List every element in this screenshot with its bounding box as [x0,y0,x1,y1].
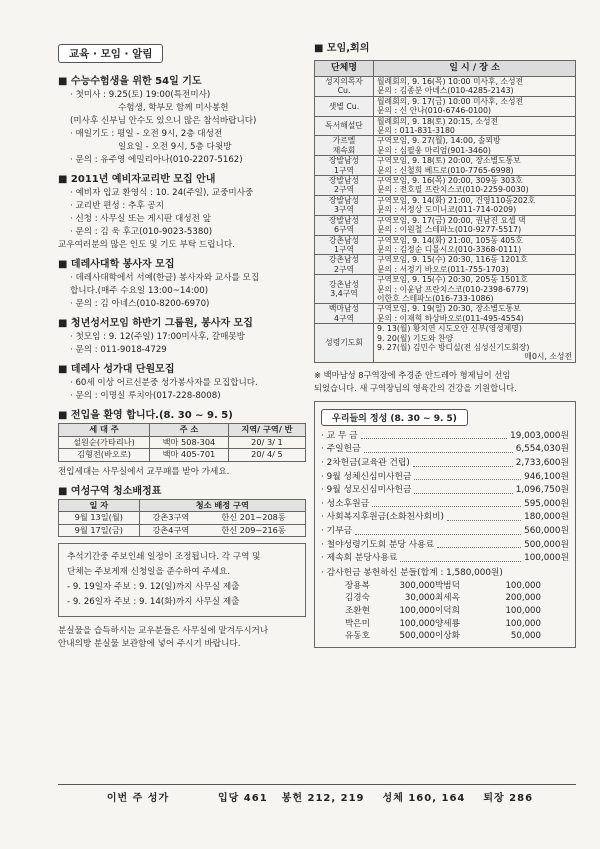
section-title: 교육 · 모임 · 알림 [58,44,163,63]
meeting-detail-line: 이한호 스테파노(016-733-1086) [377,293,494,303]
group-name-line: 샛별 Cu. [328,101,360,111]
table-header: 일 자 [59,499,140,512]
meeting-group-name [315,215,374,235]
notice-line: · 데레사대학에서 서예(한글) 봉사자와 교사를 모집 [70,273,260,283]
group-name-line: 6구역 [333,225,355,235]
exam-prayer-notice [58,75,306,167]
donor-amount: 30,000 [404,593,435,604]
meeting-details [374,304,576,324]
notice-line: · 신청 : 사무실 또는 게시판 대성전 앞 [70,214,211,224]
meeting-detail-line: 문의 : 서정기 바오로(011-755-1703) [377,264,509,274]
donation-list [321,430,569,566]
notice-line: (미사후 신부님 안수도 있으니 많은 참석바랍니다) [70,116,257,126]
leader-dots [372,498,521,508]
meeting-group-name [315,116,374,136]
meetings-title: ■ 모임,회의 [314,43,370,54]
meeting-detail-line: 9. 13(월) 황치연 시도오안 신부(영성제명) [377,324,522,334]
table-cell: 9월 13일(월) [59,512,140,525]
meeting-detail-line: 구역모임, 9. 27(월), 14:00, 솔뫼방 [377,136,501,146]
donation-label: · 성소후원금 [321,498,370,509]
table-row [315,96,576,116]
donation-label: · 제속회 분당사용료 [321,553,398,564]
notice-title: ■ 데레사 성가대 단원모집 [58,364,175,375]
meeting-details [374,235,576,255]
table-row [59,524,306,537]
donation-amount: 100,000원 [524,553,569,564]
meeting-details [374,275,576,304]
notice-line: 일요일 - 오전 9시, 5층 다윗방 [118,142,232,152]
notice-line: 안내의방 분실물 보관함에 넣어 주시기 바랍니다. [58,639,241,649]
donation-label: · 교 무 금 [321,430,358,441]
meeting-detail-line: 구역모임, 9. 16(목) 20:00, 309동 303호 [377,176,523,186]
donation-label: · 사회복지후원금(소화천사회비) [321,512,444,523]
table-header: 청소 배정 구역 [139,499,305,512]
right-column [314,40,576,648]
notice-line: · 문의 : 김 아네스(010-8200-6970) [70,299,210,309]
donor-name: 최세옥 [435,593,460,604]
catechism-notice [58,173,306,252]
donation-amount: 19,003,000원 [510,430,569,441]
table-header: 세 대 주 [59,424,150,437]
donation-row [321,430,569,444]
donation-label: · 기부금 [321,525,353,536]
table-cell: 20/ 3/ 1 [228,436,305,449]
donor-name: 박범덕 [435,580,460,591]
group-name-line: 장발남성 [328,195,360,205]
notice-title: ■ 데레사대학 봉사자 모집 [58,259,175,270]
notice-line: 전입세대는 사무실에서 교무패를 받아 가세요. [58,466,230,477]
notice-line: ※ 백마남성 8구역장에 추경준 안드레아 형제님이 선임 [314,369,511,380]
meeting-details [374,116,576,136]
donation-amount: 946,100원 [524,471,569,482]
meeting-detail-line: 문의 : 김종분 아녜스(010-4285-2143) [377,86,514,96]
table-cell: 한신 201~208동 [202,512,305,525]
meeting-detail-line: 9. 20(월) 기도와 찬양 [377,333,454,343]
table-cell: 설원순(가타리나) [59,436,150,449]
table-row [315,195,576,215]
meeting-detail-line: 구역모임, 9. 19(일) 20:30, 장소별도통보 [377,304,521,314]
notice-line: 합니다.(매주 수요일 13:00~14:00) [70,286,209,296]
table-row [315,235,576,255]
table-cell: 강촌3구역 [139,512,202,525]
notice-line: · 교리반 편성 : 추후 공지 [70,201,165,211]
donation-label: · 9월 성체신심미사헌금 [321,471,412,482]
meeting-detail-line: 월례회의, 9. 18(토) 20:15, 소성전 [377,116,499,126]
meeting-detail-line: 9. 27(월) 김민수 방디실(전 심성신기도회장) [377,342,530,352]
table-row [315,156,576,176]
thanks-title: · 감사헌금 봉헌하신 분들(합계 : 1,580,000원) [321,567,503,578]
hymn-title: 이번 주 성가 [106,793,170,804]
group-name-line: 재속회 [332,145,356,155]
group-name-line: 장발남성 [328,156,360,166]
hymn-offertory: 봉헌 212, 219 [281,793,365,804]
meeting-details [374,176,576,196]
donor-amount: 100,000 [399,618,435,629]
meeting-detail-line: 구역모임, 9. 14(화) 21:00, 105동 405호 [377,235,523,245]
group-name-line: 장발남성 [328,176,360,186]
hymn-exit: 퇴장 286 [483,793,534,804]
group-name-line: 1구역 [333,165,355,175]
donor-amount: 100,000 [505,605,541,616]
donation-row [321,525,569,539]
donation-amount: 6,554,030원 [515,444,569,455]
donor-amount: 300,000 [399,580,435,591]
meeting-detail-line: 구역모임, 9. 15(수) 20:30, 116동 1201호 [377,255,528,265]
notice-line: 분실물을 습득하시는 교우분들은 사무실에 맡겨두시거나 [58,626,269,636]
leader-dots [447,511,521,521]
donation-amount: 180,000원 [524,512,569,523]
donation-row [321,484,569,498]
donation-row [321,552,569,566]
meeting-details [374,96,576,116]
donor-name: 박은미 [345,618,370,629]
table-cell: 한신 209~216동 [202,524,305,537]
meeting-detail-line: 문의 : 이원철 스테파노(010-9277-5517) [377,225,522,235]
table-row [315,136,576,156]
table-row [315,275,576,304]
notice-line: 교우여러분의 많은 인도 및 기도 부탁 드립니다. [58,240,235,250]
donation-row [321,443,569,457]
notice-line: 단체는 주보게재 신청일을 준수하여 주세요. [67,567,231,577]
notice-line: · 문의 : 김 욱 후고(010-9023-5380) [70,227,213,237]
meeting-detail-line: 구역모임, 9. 14(화) 21:00, 건영110동202호 [377,195,536,205]
newcomers-section [58,409,306,479]
donor-amount: 200,000 [505,593,541,604]
meeting-detail-line: 구역모임, 9. 18(토) 20:00, 장소별도통보 [377,156,521,166]
meeting-group-name [315,275,374,304]
donor-name: 이상화 [435,631,460,642]
leader-dots [364,443,513,453]
notice-title: ■ 2011년 예비자교리반 모집 안내 [58,174,216,185]
table-cell: 20/ 4/ 5 [228,449,305,462]
youth-bible-notice [58,317,306,357]
donation-row [321,457,569,471]
meeting-detail-line: 월례회의, 9. 16(목) 10:00 미사후, 소성전 [377,77,524,86]
table-header: 일 시 / 장 소 [374,61,576,77]
table-row [315,176,576,196]
donor-amount: 100,000 [505,580,541,591]
meetings-table [314,60,576,363]
notice-title: ■ 청년성서모임 하반기 그룹원, 봉사자 모집 [58,318,253,329]
meeting-details [374,215,576,235]
meeting-details [374,324,576,363]
table-row [315,255,576,275]
notice-line: - 9. 19일자 주보 : 9. 12(일)까지 사무실 제출 [67,582,240,592]
notice-line: · 첫미사 : 9.25(토) 19:00(특전미사) [70,90,211,100]
meeting-group-name [315,195,374,215]
donor-name: 유동호 [345,631,370,642]
leader-dots [355,525,521,535]
table-header: 주 소 [150,424,229,437]
table-cell: 김형전(바오로) [59,449,150,462]
table-row [315,324,576,363]
donation-label: · 주일헌금 [321,444,361,455]
notice-title: ■ 전입을 환영 합니다.(8. 30 ~ 9. 5) [58,410,233,421]
notice-line: - 9. 26일자 주보 : 9. 14(화)까지 사무실 제출 [67,597,240,607]
table-cell: 강촌4구역 [139,524,202,537]
cleaning-section [58,485,306,538]
notice-line: · 예비자 입교 환영식 : 10. 24(주일), 교중미사중 [70,188,254,198]
chuseok-notice-box [58,543,306,617]
notice-line: · 문의 : 이명실 루치아(017-228-8008) [70,391,221,401]
hymn-entry: 입당 461 [218,793,268,804]
table-row [59,512,306,525]
meeting-details [374,156,576,176]
table-row [315,304,576,324]
table-cell: 백마 405-701 [150,449,229,462]
leader-dots [413,457,513,467]
leader-dots [437,539,521,549]
notice-line: 되었습니다. 새 구역장님의 영육간의 건강을 기원합니다. [314,382,517,393]
meeting-detail-line: 문의 : 심필웅 마리엄(901-3460) [377,145,491,155]
donation-row [321,511,569,525]
meeting-group-name [315,304,374,324]
group-name-line: 장발남성 [328,215,360,225]
meeting-detail-line: 문의 : 이윤남 프란치스코(010-2398-6779) [377,284,529,294]
meeting-group-name [315,324,374,363]
meeting-detail-line: 문의 : 전호필 프란치스코(010-2259-0030) [377,185,529,195]
meeting-group-name [315,77,374,97]
notice-line: · 60세 이상 어르신분중 성가봉사자를 모집합니다. [70,378,258,388]
leader-dots [414,471,521,481]
cleaning-table [58,499,306,538]
donation-amount: 2,733,600원 [515,457,569,468]
group-name-line: 3구역 [333,205,355,215]
group-name-line: 강촌남성 [328,235,360,245]
leader-dots [361,430,507,440]
table-header: 단체명 [315,61,374,77]
notice-line: · 매일기도 : 평일 - 오전 9시, 2층 대성전 [70,129,223,139]
meeting-detail-line: 매0시, 소성전 [524,352,572,362]
teresa-college-notice [58,258,306,311]
meeting-detail-line: 문의 : 신철희 베드로(010-7765-6998) [377,165,514,175]
meeting-detail-line: 문의 : 이재혁 하상바오로(011-495-4554) [377,313,524,323]
meeting-detail-line: 문의 : 서정상 도미니코(011-714-0209) [377,205,517,215]
group-name-line: 가르멜 [332,136,356,146]
donations-box [314,401,576,648]
meeting-details [374,136,576,156]
meeting-group-name [315,235,374,255]
group-name-line: 2구역 [333,264,355,274]
meeting-group-name [315,136,374,156]
meeting-detail-line: 구역모임, 9. 15(수) 20:30, 205동 1501호 [377,275,528,285]
notice-line: 수험생, 학부모 함께 미사봉헌 [118,103,229,113]
notice-title: ■ 수능수험생을 위한 54일 기도 [58,76,202,87]
table-row [315,215,576,235]
table-row [59,436,306,449]
donation-amount: 595,000원 [524,498,569,509]
donor-amount: 50,000 [510,631,541,642]
table-header: 지역/ 구역/ 반 [228,424,305,437]
donation-row [321,539,569,553]
meeting-detail-line: 문의 : 김정순 디몰시오(010-3368-0111) [377,244,522,254]
group-name-line: 1구역 [333,244,355,254]
donation-row [321,498,569,512]
meeting-details [374,77,576,97]
donation-amount: 560,000원 [524,525,569,536]
donor-name: 김경숙 [345,593,370,604]
meeting-detail-line: 문의 : 신 안나(010-6746-0100) [377,106,491,116]
group-name-line: 강촌남성 [328,255,360,265]
group-name-line: 독서해설단 [325,121,363,131]
donor-name: 이덕희 [435,605,460,616]
table-cell: 백마 508-304 [150,436,229,449]
meeting-detail-line: 구역모임, 9. 17(금) 20:00, 권남진 요셉 댁 [377,215,526,225]
donor-amount: 100,000 [505,618,541,629]
group-name-line: 4구역 [333,313,355,323]
leader-dots [414,484,512,494]
table-row [315,116,576,136]
meeting-details [374,255,576,275]
notice-line: 추석기간중 주보인쇄 일정이 조정됩니다. 각 구역 및 [67,552,261,562]
meeting-group-name [315,96,374,116]
group-name-line: 백마남성 [328,304,360,314]
thanks-list [321,580,569,643]
donation-row [321,471,569,485]
hymn-communion: 성체 160, 164 [382,793,466,804]
leader-dots [400,552,521,562]
donor-amount: 500,000 [399,631,435,642]
newcomers-table [58,423,306,462]
group-name-line: 3,4구역 [330,289,358,299]
donor-name: 조환현 [345,605,370,616]
meeting-detail-line: 월례회의, 9. 17(금) 10:00 미사후, 소성전 [377,96,524,106]
notice-line: · 첫모임 : 9. 12(주일) 17:00미사후, 갈매못방 [70,332,245,342]
group-name-line: 성령기도회 [325,338,363,348]
group-name-line: Cu. [337,86,351,96]
donation-label: · 2차헌금(교육관 건립) [321,457,410,468]
donor-amount: 100,000 [399,605,435,616]
donor-name: 양세룡 [435,618,460,629]
notice-title: ■ 여성구역 청소배정표 [58,485,162,497]
meeting-group-name [315,255,374,275]
notice-line: · 문의 : 011-9018-4729 [70,345,167,355]
donation-amount: 1,096,750원 [515,485,569,496]
lost-and-found-notice [58,625,306,651]
group-name-line: 강촌남성 [328,279,360,289]
meeting-group-name [315,176,374,196]
donations-title: 우리들의 정성 (8. 30 ~ 9. 5) [321,409,468,426]
group-name-line: 성지의목자 [325,77,363,86]
table-row [315,77,576,97]
group-name-line: 2구역 [333,185,355,195]
meeting-group-name [315,156,374,176]
teresa-choir-notice [58,363,306,403]
hymn-footer [58,784,576,804]
left-column [58,40,306,651]
notice-line: · 문의 : 유주영 에밀리아나(010-2207-5162) [70,155,243,165]
table-row [59,449,306,462]
donation-label: · 철야성령기도회 분당 사용료 [321,539,435,550]
donation-amount: 500,000원 [524,539,569,550]
meeting-detail-line: 문의 : 011-831-3180 [377,126,455,136]
new-leader-notice [314,369,576,395]
meeting-details [374,195,576,215]
table-cell: 9월 17일(금) [59,524,140,537]
donor-name: 장용복 [345,580,370,591]
donation-label: · 9월 성모신심미사헌금 [321,485,412,496]
